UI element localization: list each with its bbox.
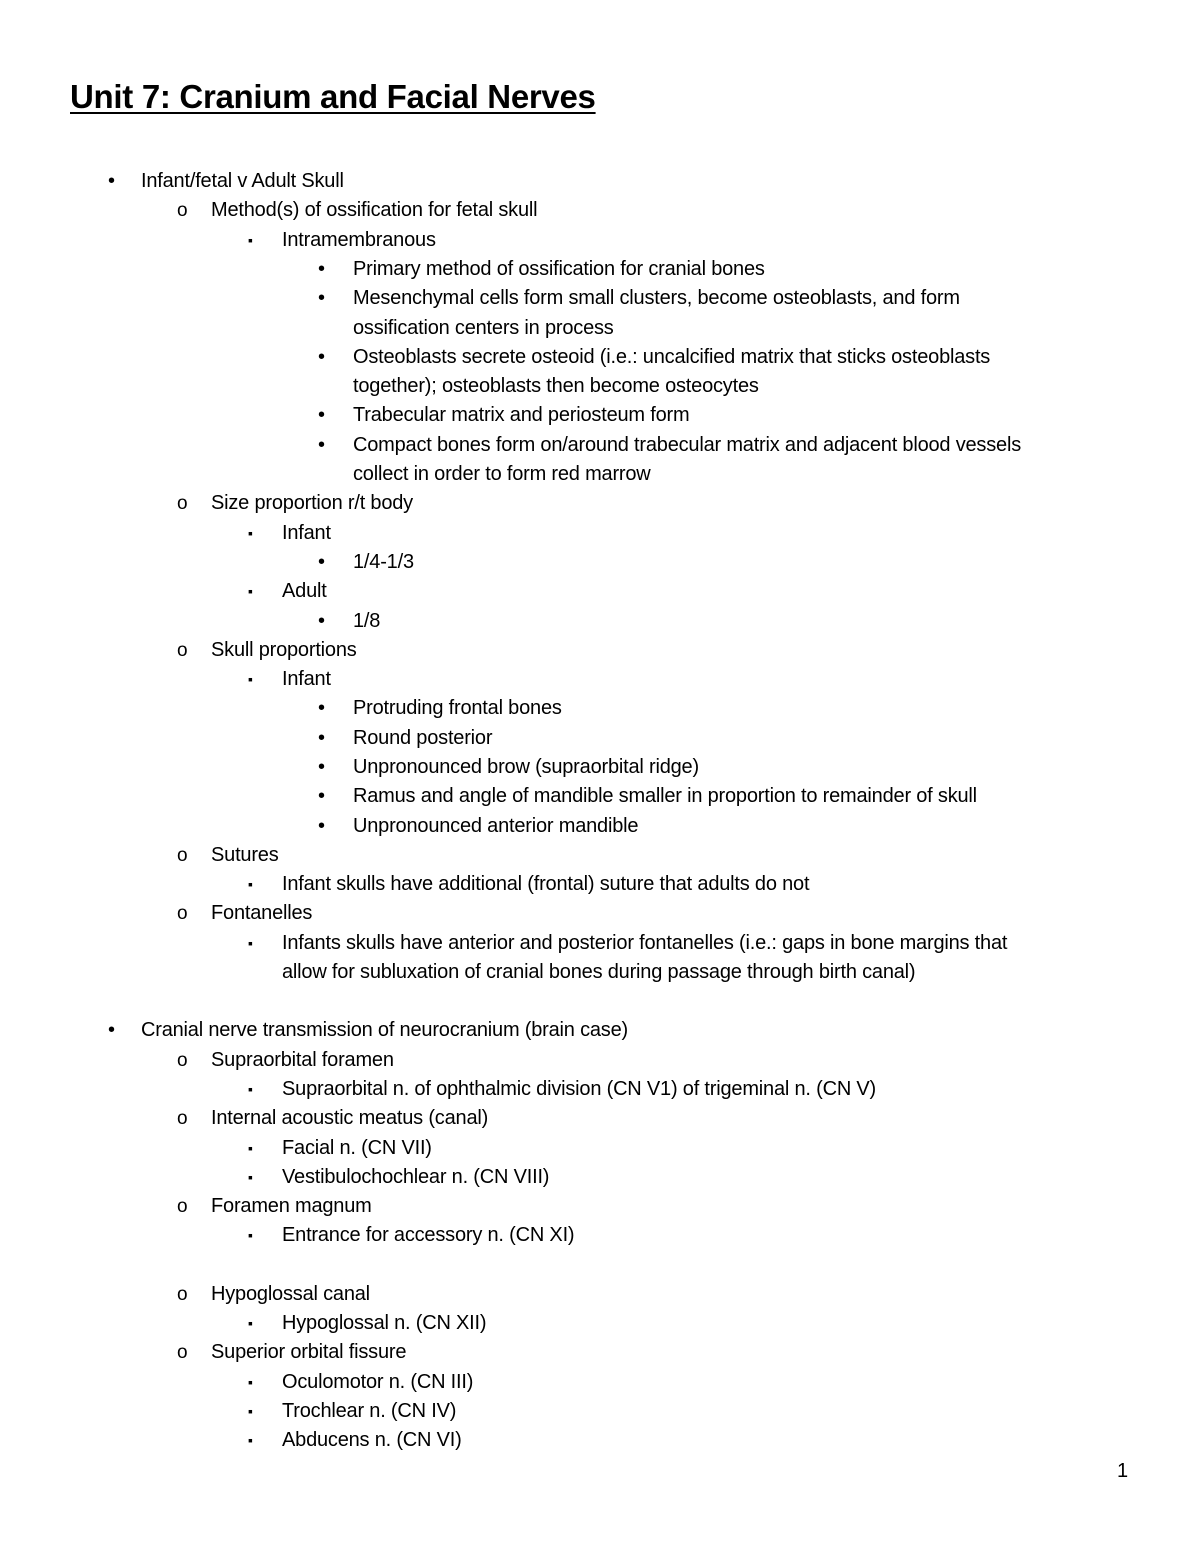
bullet-level-4: •	[318, 434, 326, 456]
list-item-level-2: Hypoglossal canal	[211, 1283, 370, 1305]
bullet-level-2: o	[177, 1108, 188, 1129]
bullet-level-3: ▪	[248, 232, 253, 248]
list-item-level-4: 1/4-1/3	[353, 551, 414, 573]
list-item-level-2: Sutures	[211, 844, 279, 866]
list-item-level-3: Supraorbital n. of ophthalmic division (CN V1) of trigeminal n. (CN V)	[282, 1078, 877, 1100]
list-item-level-4: Round posterior	[353, 727, 493, 749]
list-item-level-4: together); osteoblasts then become osteocytes	[353, 375, 759, 397]
list-item-level-2: Foramen magnum	[211, 1195, 372, 1217]
page-title: Unit 7: Cranium and Facial Nerves	[70, 78, 596, 115]
list-item-level-2: Internal acoustic meatus (canal)	[211, 1107, 489, 1129]
bullet-level-3: ▪	[248, 1432, 253, 1448]
bullet-level-3: ▪	[248, 935, 253, 951]
bullet-level-4: •	[318, 785, 326, 807]
list-item-level-4: Compact bones form on/around trabecular matrix and adjacent blood vessels	[353, 434, 1021, 456]
bullet-level-4: •	[318, 404, 326, 426]
list-item-level-4: 1/8	[353, 610, 381, 632]
list-item-level-3: allow for subluxation of cranial bones during passage through birth canal)	[282, 961, 916, 983]
list-item-level-4: Unpronounced brow (supraorbital ridge)	[353, 756, 699, 778]
bullet-level-3: ▪	[248, 1403, 253, 1419]
bullet-level-1: •	[108, 1019, 116, 1041]
bullet-level-4: •	[318, 287, 326, 309]
list-item-level-3: Infant	[282, 522, 331, 544]
bullet-level-2: o	[177, 200, 188, 221]
list-item-level-3: Infants skulls have anterior and posterior fontanelles (i.e.: gaps in bone margins that	[282, 932, 1008, 954]
list-item-level-3: Infant	[282, 668, 331, 690]
bullet-level-4: •	[318, 610, 326, 632]
list-item-level-4: Unpronounced anterior mandible	[353, 815, 639, 837]
list-item-level-2: Fontanelles	[211, 902, 313, 924]
bullet-level-2: o	[177, 493, 188, 514]
bullet-level-4: •	[318, 258, 326, 280]
bullet-level-2: o	[177, 1284, 188, 1305]
list-item-level-3: Adult	[282, 580, 327, 602]
list-item-level-3: Infant skulls have additional (frontal) suture that adults do not	[282, 873, 810, 895]
bullet-level-3: ▪	[248, 1374, 253, 1390]
list-item-level-2: Supraorbital foramen	[211, 1049, 394, 1071]
bullet-level-1: •	[108, 170, 116, 192]
bullet-level-3: ▪	[248, 1081, 253, 1097]
bullet-level-3: ▪	[248, 1315, 253, 1331]
bullet-level-4: •	[318, 815, 326, 837]
list-item-level-3: Facial n. (CN VII)	[282, 1137, 432, 1159]
list-item-level-4: Mesenchymal cells form small clusters, become osteoblasts, and form	[353, 287, 960, 309]
bullet-level-3: ▪	[248, 876, 253, 892]
list-item-level-1: Infant/fetal v Adult Skull	[141, 170, 344, 192]
bullet-level-3: ▪	[248, 1227, 253, 1243]
list-item-level-4: collect in order to form red marrow	[353, 463, 651, 485]
list-item-level-4: Trabecular matrix and periosteum form	[353, 404, 690, 426]
list-item-level-3: Oculomotor n. (CN III)	[282, 1371, 474, 1393]
bullet-level-4: •	[318, 551, 326, 573]
list-item-level-1: Cranial nerve transmission of neurocranium (brain case)	[141, 1019, 628, 1041]
list-item-level-3: Abducens n. (CN VI)	[282, 1429, 462, 1451]
bullet-level-2: o	[177, 1196, 188, 1217]
list-item-level-4: Protruding frontal bones	[353, 697, 562, 719]
list-item-level-2: Size proportion r/t body	[211, 492, 413, 514]
bullet-level-4: •	[318, 756, 326, 778]
bullet-level-4: •	[318, 697, 326, 719]
bullet-level-2: o	[177, 640, 188, 661]
list-item-level-3: Trochlear n. (CN IV)	[282, 1400, 457, 1422]
list-item-level-3: Hypoglossal n. (CN XII)	[282, 1312, 487, 1334]
list-item-level-3: Intramembranous	[282, 229, 436, 251]
bullet-level-3: ▪	[248, 1169, 253, 1185]
bullet-level-3: ▪	[248, 583, 253, 599]
bullet-level-3: ▪	[248, 671, 253, 687]
list-item-level-4: Ramus and angle of mandible smaller in proportion to remainder of skull	[353, 785, 977, 807]
list-item-level-4: Primary method of ossification for cranial bones	[353, 258, 765, 280]
bullet-level-4: •	[318, 727, 326, 749]
bullet-level-2: o	[177, 903, 188, 924]
list-item-level-2: Method(s) of ossification for fetal skull	[211, 199, 538, 221]
bullet-level-2: o	[177, 1050, 188, 1071]
list-item-level-2: Skull proportions	[211, 639, 357, 661]
list-item-level-3: Entrance for accessory n. (CN XI)	[282, 1224, 575, 1246]
list-item-level-4: ossification centers in process	[353, 317, 614, 339]
list-item-level-4: Osteoblasts secrete osteoid (i.e.: uncalcified matrix that sticks osteoblasts	[353, 346, 991, 368]
list-item-level-3: Vestibulochochlear n. (CN VIII)	[282, 1166, 550, 1188]
bullet-level-2: o	[177, 1342, 188, 1363]
bullet-level-4: •	[318, 346, 326, 368]
bullet-level-3: ▪	[248, 525, 253, 541]
list-item-level-2: Superior orbital fissure	[211, 1341, 407, 1363]
bullet-level-3: ▪	[248, 1140, 253, 1156]
bullet-level-2: o	[177, 845, 188, 866]
page-number: 1	[1117, 1460, 1129, 1482]
